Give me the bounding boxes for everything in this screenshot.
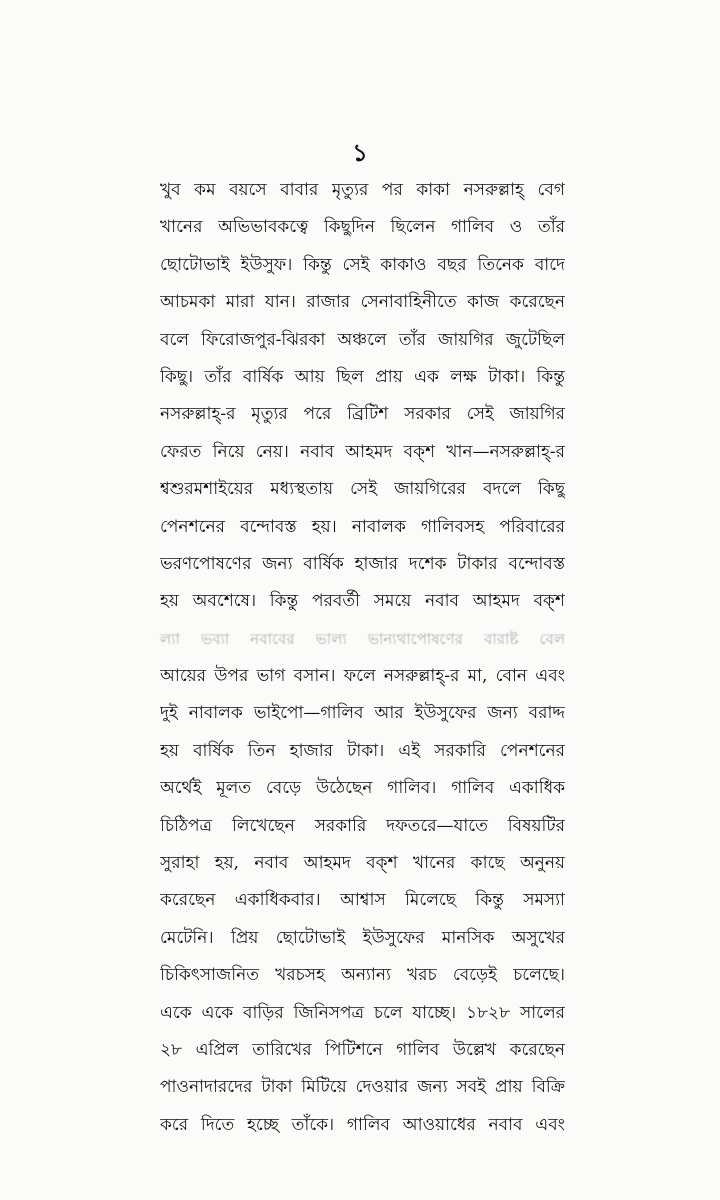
text-line: চিকিৎসাজনিত খরচসহ অন্যান্য খরচ বেড়েই চলেছে। — [160, 965, 565, 986]
text-line: শ্বশুরমশাইয়ের মধ্যস্থতায় সেই জায়গিরের বদলে কিছু — [160, 479, 565, 500]
text-line: মেটেনি। প্রিয় ছোটোভাই ইউসুফের মানসিক অসুখের — [160, 927, 565, 948]
text-line: পাওনাদারদের টাকা মিটিয়ে দেওয়ার জন্য সবই প্রায় বিক্রি — [160, 1077, 565, 1098]
text-line: করেছেন একাধিকবার। আশ্বাস মিলেছে কিন্তু সমস্যা — [160, 890, 565, 911]
text-line: পেনশনের বন্দোবস্ত হয়। নাবালক গালিবসহ পরিবারের — [160, 516, 565, 537]
text-line: নসরুল্লাহ্-র মৃত্যুর পরে ব্রিটিশ সরকার সেই জায়গির — [160, 404, 565, 425]
text-line: আয়ের উপর ভাগ বসান। ফলে নসরুল্লাহ্-র মা, বোন এবং — [160, 666, 565, 687]
body-text — [160, 172, 565, 1144]
faded-text-line: ল্যা ভব্যা নবাবের ভাল্য ভান্যথাপোষণের বারাষ্ট বেল — [160, 629, 565, 648]
text-line: দুই নাবালক ভাইপো—গালিব আর ইউসুফের জন্য বরাদ্দ — [160, 703, 565, 724]
text-line: বলে ফিরোজপুর-ঝিরকা অঞ্চলে তাঁর জায়গির জুটেছিল — [160, 329, 565, 350]
text-line: একে একে বাড়ির জিনিসপত্র চলে যাচ্ছে। ১৮২৮ সালের — [160, 1002, 565, 1023]
page-number: ১ — [352, 138, 368, 167]
text-line: সুরাহা হয়, নবাব আহমদ বক্শ খানের কাছে অনুনয় — [160, 853, 565, 874]
text-line: ছোটোভাই ইউসুফ। কিন্তু সেই কাকাও বছর তিনেক বাদে — [160, 254, 565, 275]
text-line: করে দিতে হচ্ছে তাঁকে। গালিব আওয়াধের নবাব এবং — [160, 1114, 565, 1135]
text-line: চিঠিপত্র লিখেছেন সরকারি দফতরে—যাতে বিষয়টির — [160, 815, 565, 836]
text-line: ২৮ এপ্রিল তারিখের পিটিশনে গালিব উল্লেখ করেছেন — [160, 1039, 565, 1060]
text-line: অর্থেই মূলত বেড়ে উঠেছেন গালিব। গালিব একাধিক — [160, 778, 565, 799]
text-line: খানের অভিভাবকত্বে কিছুদিন ছিলেন গালিব ও তাঁর — [160, 217, 565, 238]
text-line: ফেরত নিয়ে নেয়। নবাব আহমদ বক্শ খান—নসরুল্লাহ্-র — [160, 441, 565, 462]
text-line: হয় বার্ষিক তিন হাজার টাকা। এই সরকারি পেনশনের — [160, 740, 565, 761]
text-line: হয় অবশেষে। কিন্তু পরবর্তী সময়ে নবাব আহমদ বক্শ — [160, 591, 565, 612]
text-line: আচমকা মারা যান। রাজার সেনাবাহিনীতে কাজ করেছেন — [160, 292, 565, 313]
text-line: খুব কম বয়সে বাবার মৃত্যুর পর কাকা নসরুল্লাহ্ বেগ — [160, 180, 565, 200]
text-line: কিছু। তাঁর বার্ষিক আয় ছিল প্রায় এক লক্ষ টাকা। কিন্তু — [160, 366, 565, 387]
text-line: ভরণপোষণের জন্য বার্ষিক হাজার দশেক টাকার বন্দোবস্ত — [160, 553, 565, 574]
